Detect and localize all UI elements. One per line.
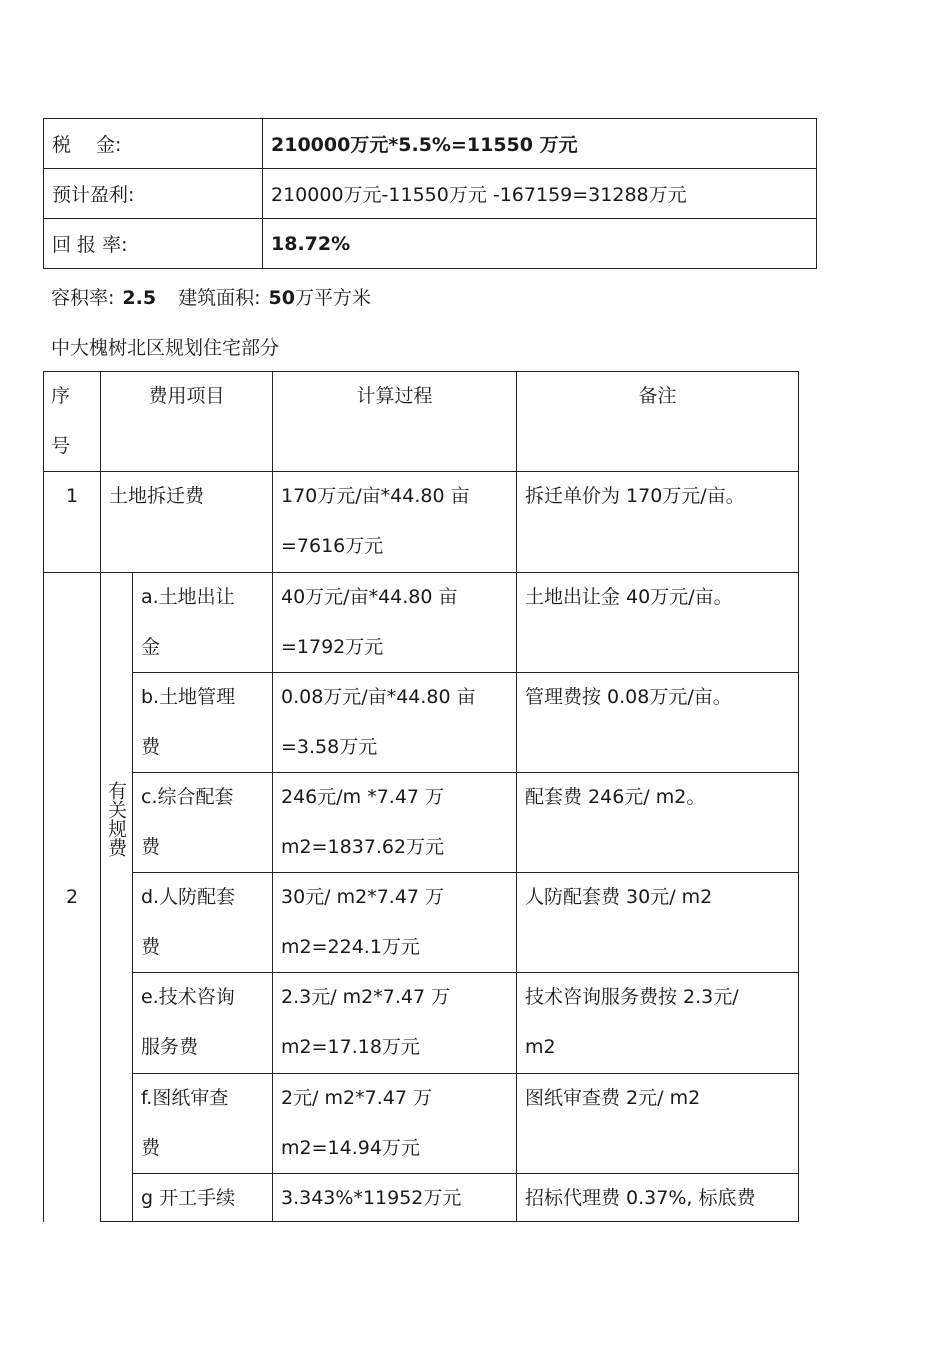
sub-d-note-line1: 人防配套费 30元/ m2 (525, 886, 713, 908)
plot-ratio-value: 2.5 (122, 287, 157, 309)
sub-d-calc-line2: m2=224.1万元 (281, 936, 420, 958)
profit-value: 210000万元-11550万元 -167159=31288万元 (263, 169, 817, 219)
sub-g-calc-line1: 3.343%*11952万元 (281, 1187, 462, 1209)
summary-table (43, 118, 817, 269)
sub-e-calc-line1: 2.3元/ m2*7.47 万 (281, 986, 451, 1008)
row1-calc-line1: 170万元/亩*44.80 亩 (281, 485, 470, 507)
header-calc: 计算过程 (356, 385, 433, 407)
row1-item: 土地拆迁费 (109, 485, 205, 507)
sub-e-calc (273, 972, 516, 1072)
header-seq-line2: 号 (51, 435, 71, 457)
plot-ratio-line (51, 283, 371, 310)
sub-g-calc (273, 1173, 516, 1223)
sub-a-calc-line2: =1792万元 (281, 636, 384, 658)
sub-f-calc-line2: m2=14.94万元 (281, 1137, 420, 1159)
sub-a-item (133, 572, 272, 672)
sub-d-item-line1: d.人防配套 (141, 886, 236, 908)
sub-b-item (133, 672, 272, 772)
sub-f-note (517, 1073, 798, 1123)
sub-f-note-line1: 图纸审查费 2元/ m2 (525, 1087, 701, 1109)
row1-calc-line2: =7616万元 (281, 535, 384, 557)
sub-f-calc-line1: 2元/ m2*7.47 万 (281, 1087, 432, 1109)
profit-label: 预计盈利: (44, 169, 263, 219)
sub-g-item-line1: g 开工手续 (141, 1187, 236, 1209)
sub-d-item-line2: 费 (141, 936, 161, 958)
sub-b-calc-line1: 0.08万元/亩*44.80 亩 (281, 686, 476, 708)
return-rate-label: 回 报 率: (44, 219, 263, 269)
sub-b-note (517, 672, 798, 722)
building-area-label: 建筑面积: (178, 287, 261, 309)
sub-a-note-line1: 土地出让金 40万元/亩。 (525, 586, 733, 608)
sub-c-calc-line1: 246元/m *7.47 万 (281, 786, 445, 808)
sub-a-calc-line1: 40万元/亩*44.80 亩 (281, 586, 458, 608)
tax-value: 210000万元*5.5%=11550 万元 (263, 119, 817, 169)
sub-e-item-line2: 服务费 (141, 1036, 199, 1058)
summary-row-return (44, 219, 817, 269)
sub-c-item-line2: 费 (141, 836, 161, 858)
sub-b-note-line1: 管理费按 0.08万元/亩。 (525, 686, 732, 708)
sub-g-item (133, 1173, 272, 1223)
building-area-unit: 万平方米 (294, 287, 371, 309)
sub-e-note-line1: 技术咨询服务费按 2.3元/ (525, 986, 739, 1008)
building-area-value: 50 (268, 287, 295, 309)
sub-f-item (133, 1073, 272, 1173)
sub-e-item (133, 972, 272, 1072)
section-title: 中大槐树北区规划住宅部分 (51, 337, 280, 359)
sub-c-item (133, 772, 272, 872)
sub-g-note (517, 1173, 798, 1223)
sub-e-note-line2: m2 (525, 1036, 556, 1058)
sub-a-calc (273, 572, 516, 672)
sub-f-item-line1: f.图纸审查 (141, 1087, 229, 1109)
sub-c-calc (273, 772, 516, 872)
sub-c-note-line1: 配套费 246元/ m2。 (525, 786, 706, 808)
sub-e-calc-line2: m2=17.18万元 (281, 1036, 420, 1058)
sub-b-item-line1: b.土地管理 (141, 686, 236, 708)
sub-a-item-line1: a.土地出让 (141, 586, 235, 608)
header-item: 费用项目 (148, 385, 225, 407)
sub-e-note (517, 972, 798, 1072)
header-seq (51, 371, 91, 471)
sub-d-calc-line1: 30元/ m2*7.47 万 (281, 886, 445, 908)
sub-b-calc-line2: =3.58万元 (281, 736, 378, 758)
sub-d-calc (273, 872, 516, 972)
row1-seq: 1 (65, 485, 79, 507)
sub-b-item-line2: 费 (141, 736, 161, 758)
sub-c-calc-line2: m2=1837.62万元 (281, 836, 445, 858)
row2-seq: 2 (65, 886, 79, 908)
sub-a-note (517, 572, 798, 622)
sub-f-item-line2: 费 (141, 1137, 161, 1159)
sub-d-item (133, 872, 272, 972)
table-border (798, 371, 799, 1222)
sub-b-calc (273, 672, 516, 772)
sub-e-item-line1: e.技术咨询 (141, 986, 235, 1008)
header-note: 备注 (638, 385, 677, 407)
sub-a-item-line2: 金 (141, 636, 161, 658)
row1-calc (273, 471, 516, 571)
summary-row-profit (44, 169, 817, 219)
row2-group-label: 有关规费 (105, 781, 127, 857)
sub-c-item-line1: c.综合配套 (141, 786, 234, 808)
header-seq-line1: 序 (51, 385, 71, 407)
sub-g-note-line1: 招标代理费 0.37%, 标底费 (525, 1187, 756, 1209)
tax-label: 税 金: (44, 119, 263, 169)
sub-f-calc (273, 1073, 516, 1173)
sub-d-note (517, 872, 798, 922)
summary-row-tax (44, 119, 817, 169)
plot-ratio-label: 容积率: (51, 287, 115, 309)
return-rate-value: 18.72% (263, 219, 817, 269)
row1-note: 拆迁单价为 170万元/亩。 (525, 485, 745, 507)
sub-c-note (517, 772, 798, 822)
